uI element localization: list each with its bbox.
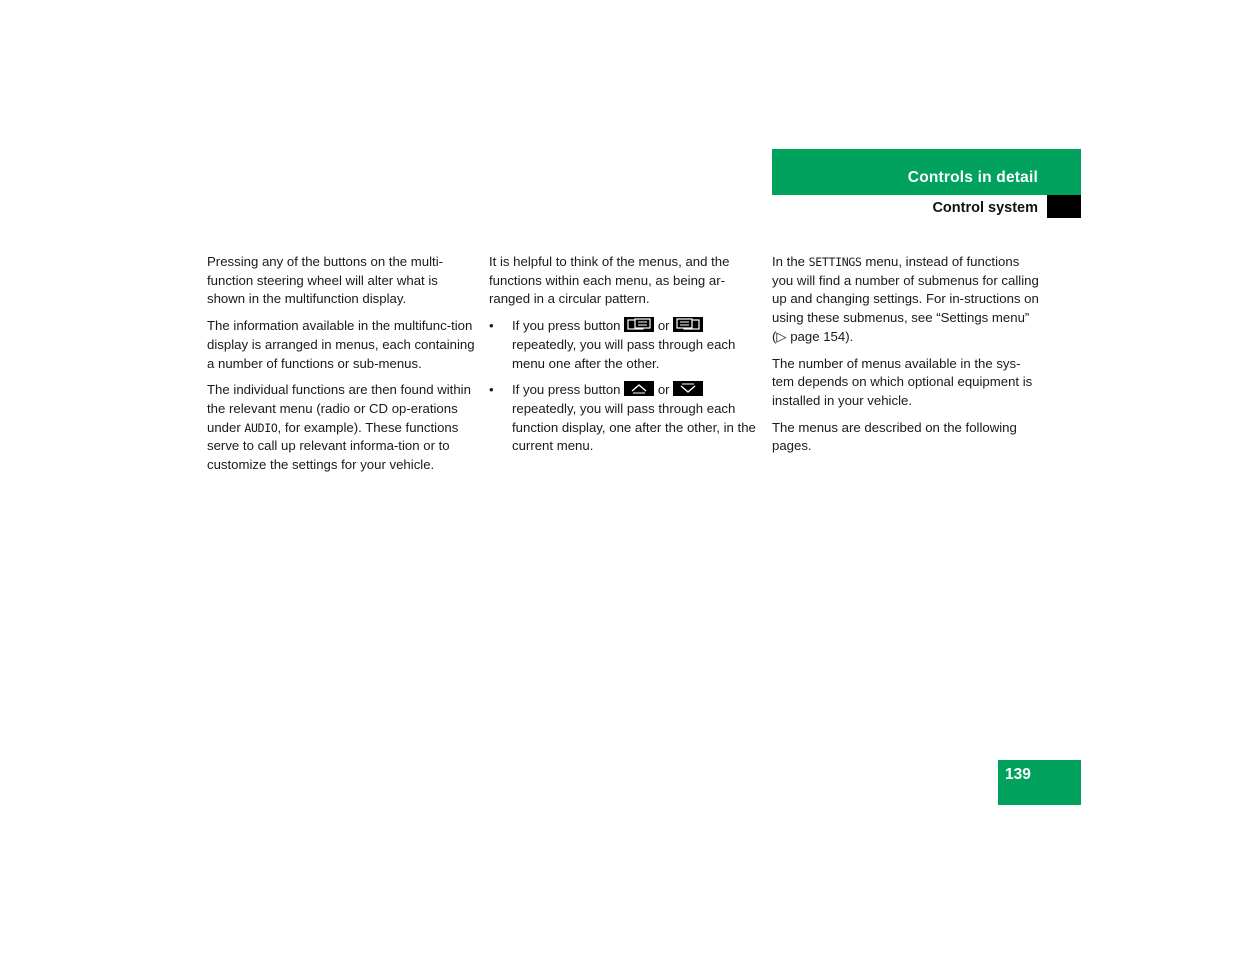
list-item-text: repeatedly, you will pass through each menu one after the other. <box>512 336 736 371</box>
section-title: Controls in detail <box>907 169 1038 186</box>
display-code-settings: SETTINGS <box>808 255 862 269</box>
paragraph <box>207 381 475 475</box>
paragraph <box>772 253 1040 347</box>
list-item-text: or <box>657 318 670 334</box>
bullet: • <box>489 318 494 334</box>
arrow-up-button-icon <box>624 381 654 396</box>
text-column-3 <box>772 253 1040 464</box>
list-item-text: If you press button <box>512 382 621 398</box>
paragraph: Pressing any of the buttons on the multi-function steering wheel will alter what is shown in the multifunction display. <box>207 254 444 307</box>
bullet: • <box>489 382 494 398</box>
subsection-title: Control system <box>932 200 1038 216</box>
list-item-text: If you press button <box>512 318 621 334</box>
paragraph-text: , for example). These functions serve to call up relevant informa-tion or to customize the settings for your vehicle. <box>207 419 459 473</box>
arrow-down-button-icon <box>673 381 703 396</box>
subsection-header <box>772 195 1081 218</box>
list-item <box>489 381 757 456</box>
paragraph: The menus are described on the following pages. <box>772 419 1017 454</box>
bullet-list <box>489 317 757 456</box>
page-number-box <box>998 760 1081 805</box>
list-item-text: or <box>657 382 670 398</box>
paragraph: The information available in the multifunc-tion display is arranged in menus, each containing a number of functions or sub-menus. <box>207 318 475 371</box>
paragraph-text: The individual functions are then found within the relevant menu (radio or CD op-erations under <box>207 382 471 435</box>
section-header <box>772 149 1081 195</box>
menu-next-button-icon <box>673 317 703 332</box>
section-tab-marker <box>1047 195 1081 218</box>
paragraph: The number of menus available in the sys-tem depends on which optional equipment is installed in your vehicle. <box>772 355 1033 408</box>
paragraph-text: In the <box>772 254 809 269</box>
list-item-text: repeatedly, you will pass through each function display, one after the other, in the current menu. <box>512 400 756 454</box>
page-number: 139 <box>1005 766 1031 783</box>
menu-prev-button-icon <box>624 317 654 332</box>
list-item <box>489 317 757 373</box>
paragraph: It is helpful to think of the menus, and the functions within each menu, as being ar-ranged in a circular pattern. <box>489 254 730 307</box>
paragraph-text: menu, instead of functions you will find a number of submenus for calling up and changing settings. For in-structions on using these submenus, see “Settings menu” (▷ page 154). <box>772 254 1039 344</box>
text-column-2 <box>489 253 757 464</box>
text-column-1 <box>207 253 475 483</box>
display-code-audio: AUDIO <box>244 420 278 435</box>
